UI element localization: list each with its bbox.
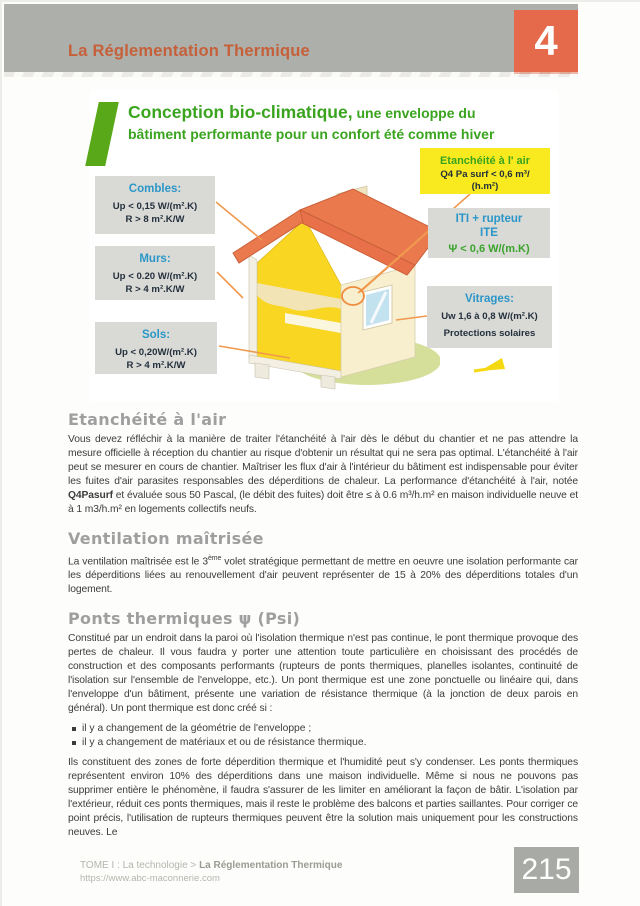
spec-title-murs: Murs: xyxy=(139,253,171,265)
diagram-title-line2: bâtiment performante pour un confort été comme hiver xyxy=(128,126,495,142)
spec-title-sols: Sols: xyxy=(141,329,171,341)
superscript-eme: ème xyxy=(207,555,222,562)
page-number-badge: 215 xyxy=(514,847,579,893)
section-heading-ventilation: Ventilation maîtrisée xyxy=(68,529,264,548)
footer-breadcrumb xyxy=(80,859,342,885)
spec-value: Up < 0,20W/(m².K) xyxy=(115,347,197,358)
breadcrumb-tome: TOME I : La technologie > xyxy=(80,860,200,871)
spec-value: Up < 0.20 W/(m².K) xyxy=(112,271,198,282)
spec-title-combles: Combles: xyxy=(128,183,182,195)
breadcrumb-chapter: La Réglementation Thermique xyxy=(199,860,343,871)
spec-value: R > 4 m².K/W xyxy=(126,360,186,372)
list-item: il y a changement de la géométrie de l'enveloppe ; xyxy=(72,722,578,736)
paragraph-text: volet stratégique permettant de mettre en oeuvre une isolation performante car les déperditions liées au renouvellement d'air peuvent représenter de 15 à 20% des déperditions totales d'un logement. xyxy=(68,556,578,596)
spec-value: Q4 Pa surf < 0,6 m³/ xyxy=(440,169,530,180)
paragraph-ventilation xyxy=(68,552,578,597)
paragraph-text: Vous devez réfléchir à la manière de traiter l'étanchéité à l'air dès le début du chantier et ne pas attendre la mesure officielle à réception du chantier au risque d'obtenir un résultat qui ne sera pas optimal. L'étanchéité à l'air peut se mesurer en cours de chantier. Maîtriser les flux d'air à l'intérieur du bâtiment est indispensable pour éviter les fuites d'air parasites responsables des déperditions de chaleur. La performance d'étanchéité à l'air, notée xyxy=(68,434,578,487)
paragraph-ponts-1: Constitué par un endroit dans la paroi où l'isolation thermique n'est pas continue, le pont thermique provoque des pertes de chaleur. Il vous faudra y porter une attention toute particulière en choisissant des procédés de construction et des composants performants (rupteurs de ponts thermiques, planelles isolantes, continuité de l'isolation sur l'ensemble de l'enveloppe, etc.). Un pont thermique est une zone ponctuelle ou linéaire qui, dans l'enveloppe d'un bâtiment, présente une variation de résistance thermique (à la jonction de deux parois en général). Un pont thermique est donc créé si : xyxy=(68,633,578,715)
breadcrumb xyxy=(80,859,342,872)
ponts-bullet-list xyxy=(72,722,578,750)
section-heading-etancheite: Etanchéité à l'air xyxy=(68,410,227,429)
chapter-header-band xyxy=(4,4,578,72)
paragraph-text: et évaluée sous 50 Pascal, (le débit des fuites) doit être ≤ à 0.6 m³/h.m² en maison individuelle neuve et à 1 m3/h.m² en logements collectifs neufs. xyxy=(68,490,578,515)
spec-value: Protections solaires xyxy=(443,328,536,340)
bold-term-q4pasurf: Q4Pasurf xyxy=(68,490,113,501)
footer-url: https://www.abc-maconnerie.com xyxy=(80,873,220,884)
list-item: il y a changement de matériaux et ou de résistance thermique. xyxy=(72,736,578,750)
chapter-number-badge: 4 xyxy=(514,10,578,74)
spec-box-iti-ite xyxy=(428,208,550,258)
spec-value: R > 4 m².K/W xyxy=(125,284,185,296)
spec-value: R > 8 m².K/W xyxy=(125,214,185,226)
paragraph-etancheite xyxy=(68,433,578,517)
spec-title-iti: ITI + rupteur xyxy=(455,213,523,225)
spec-title-vitrages: Vitrages: xyxy=(464,293,514,305)
paragraph-text: La ventilation maîtrisée est le 3 xyxy=(68,556,208,568)
header-divider xyxy=(4,72,578,77)
spec-box-etancheite xyxy=(420,148,550,194)
spec-box-murs xyxy=(95,246,215,300)
paragraph-ponts-2: Ils constituent des zones de forte déperdition thermique et l'humidité peut s'y condenser. Les ponts thermiques représentent environ 10% des déperditions dans une maison individuelle. Même si nous ne pouvons pas supprimer entière le phénomène, il faudra s'assurer de les limiter en améliorant la façon de bâtir. L'isolation par l'extérieur, réduit ces ponts thermiques, mais il reste le problème des balcons et parties saillantes. Pour corriger ce point précis, l'utilisation de rupteurs thermiques peuvent être la solution mais uniquement pour les constructions neuves. Le xyxy=(68,757,578,839)
spec-value: Up < 0,15 W/(m².K) xyxy=(112,201,198,212)
diagram-title-tail: une enveloppe du xyxy=(352,105,476,121)
spec-box-sols xyxy=(95,322,217,374)
spec-box-vitrages xyxy=(427,286,552,348)
spec-box-combles xyxy=(95,176,215,234)
spec-value: Uw 1,6 à 0,8 W/(m².K) xyxy=(441,311,538,322)
chapter-title: La Réglementation Thermique xyxy=(68,42,310,60)
diagram-title-lead: Conception bio-climatique, xyxy=(128,102,353,122)
section-heading-ponts-thermiques: Ponts thermiques ψ (Psi) xyxy=(68,609,301,629)
page-body xyxy=(68,410,578,840)
spec-value: (h.m²) xyxy=(471,180,499,192)
spec-title-ite: ITE xyxy=(480,226,498,239)
spec-title-etancheite: Etanchéité à l' air xyxy=(439,155,531,167)
spec-value-psi: Ψ < 0,6 W/(m.K) xyxy=(448,242,530,255)
bioclimatic-diagram xyxy=(90,90,558,402)
